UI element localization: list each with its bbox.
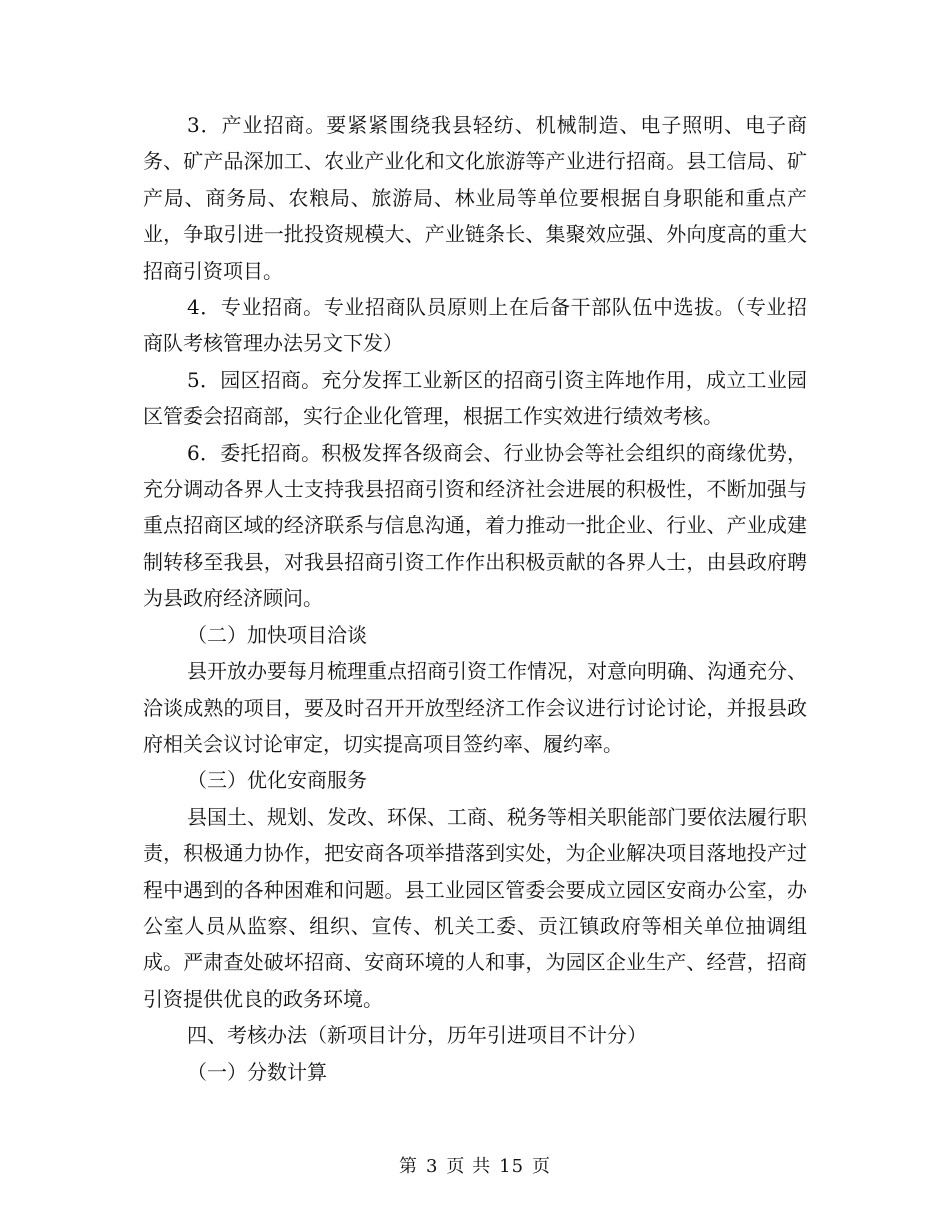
footer-prefix: 第	[398, 1156, 418, 1177]
heading-optimize-service: （三）优化安商服务	[187, 768, 367, 793]
paragraph-optimize-service: 县国土、规划、发改、环保、工商、税务等相关职能部门要依法履行职责，积极通力协作，把安商各项举措落到实处，为企业解决项目落地投产过程中遇到的各种困难和问题。县工业园区管委会要成立园区安商办公室，办公室人员从监察、组织、宣传、机关工委、贡江镇政府等相关单位抽调组成。严肃查处破坏招商、安商环境的人和事，为园区企业生产、经营，招商引资提供优良的政务环境。	[143, 804, 807, 1011]
footer-mid: 页 共	[446, 1156, 492, 1177]
heading-score-calculation: （一）分数计算	[187, 1059, 327, 1084]
paragraph-entrusted-investment: 6．委托招商。积极发挥各级商会、行业协会等社会组织的商缘优势，充分调动各界人士支持我县招商引资和经济社会进展的积极性，不断加强与重点招商区域的经济联系与信息沟通，着力推动一批企业、行业、产业成建制转移至我县，对我县招商引资工作作出积极贡献的各界人士，由县政府聘为县政府经济顾问。	[143, 440, 807, 611]
document-body	[143, 107, 807, 1090]
heading-project-negotiation: （二）加快项目洽谈	[187, 622, 367, 647]
paragraph-industry-investment: 3．产业招商。要紧紧围绕我县轻纺、机械制造、电子照明、电子商务、矿产品深加工、农业产业化和文化旅游等产业进行招商。县工信局、矿产局、商务局、农粮局、旅游局、林业局等单位要根据自身职能和重点产业，争取引进一批投资规模大、产业链条长、集聚效应强、外向度高的重大招商引资项目。	[143, 113, 807, 283]
paragraph-project-negotiation: 县开放办要每月梳理重点招商引资工作情况，对意向明确、沟通充分、洽谈成熟的项目，要及时召开开放型经济工作会议进行讨论讨论，并报县政府相关会议讨论审定，切实提高项目签约率、履约率。	[143, 659, 807, 756]
paragraph-professional-investment: 4．专业招商。专业招商队员原则上在后备干部队伍中选拔。（专业招商队考核管理办法另文下发）	[143, 295, 807, 356]
page-footer	[0, 1152, 950, 1178]
footer-page-number: 3	[425, 1156, 439, 1177]
paragraph-park-investment: 5．园区招商。充分发挥工业新区的招商引资主阵地作用，成立工业园区管委会招商部，实行企业化管理，根据工作实效进行绩效考核。	[143, 367, 807, 429]
footer-suffix: 页	[532, 1156, 552, 1177]
heading-assessment-method: 四、考核办法（新项目计分，历年引进项目不计分）	[187, 1023, 647, 1048]
footer-total-pages: 15	[499, 1156, 525, 1177]
